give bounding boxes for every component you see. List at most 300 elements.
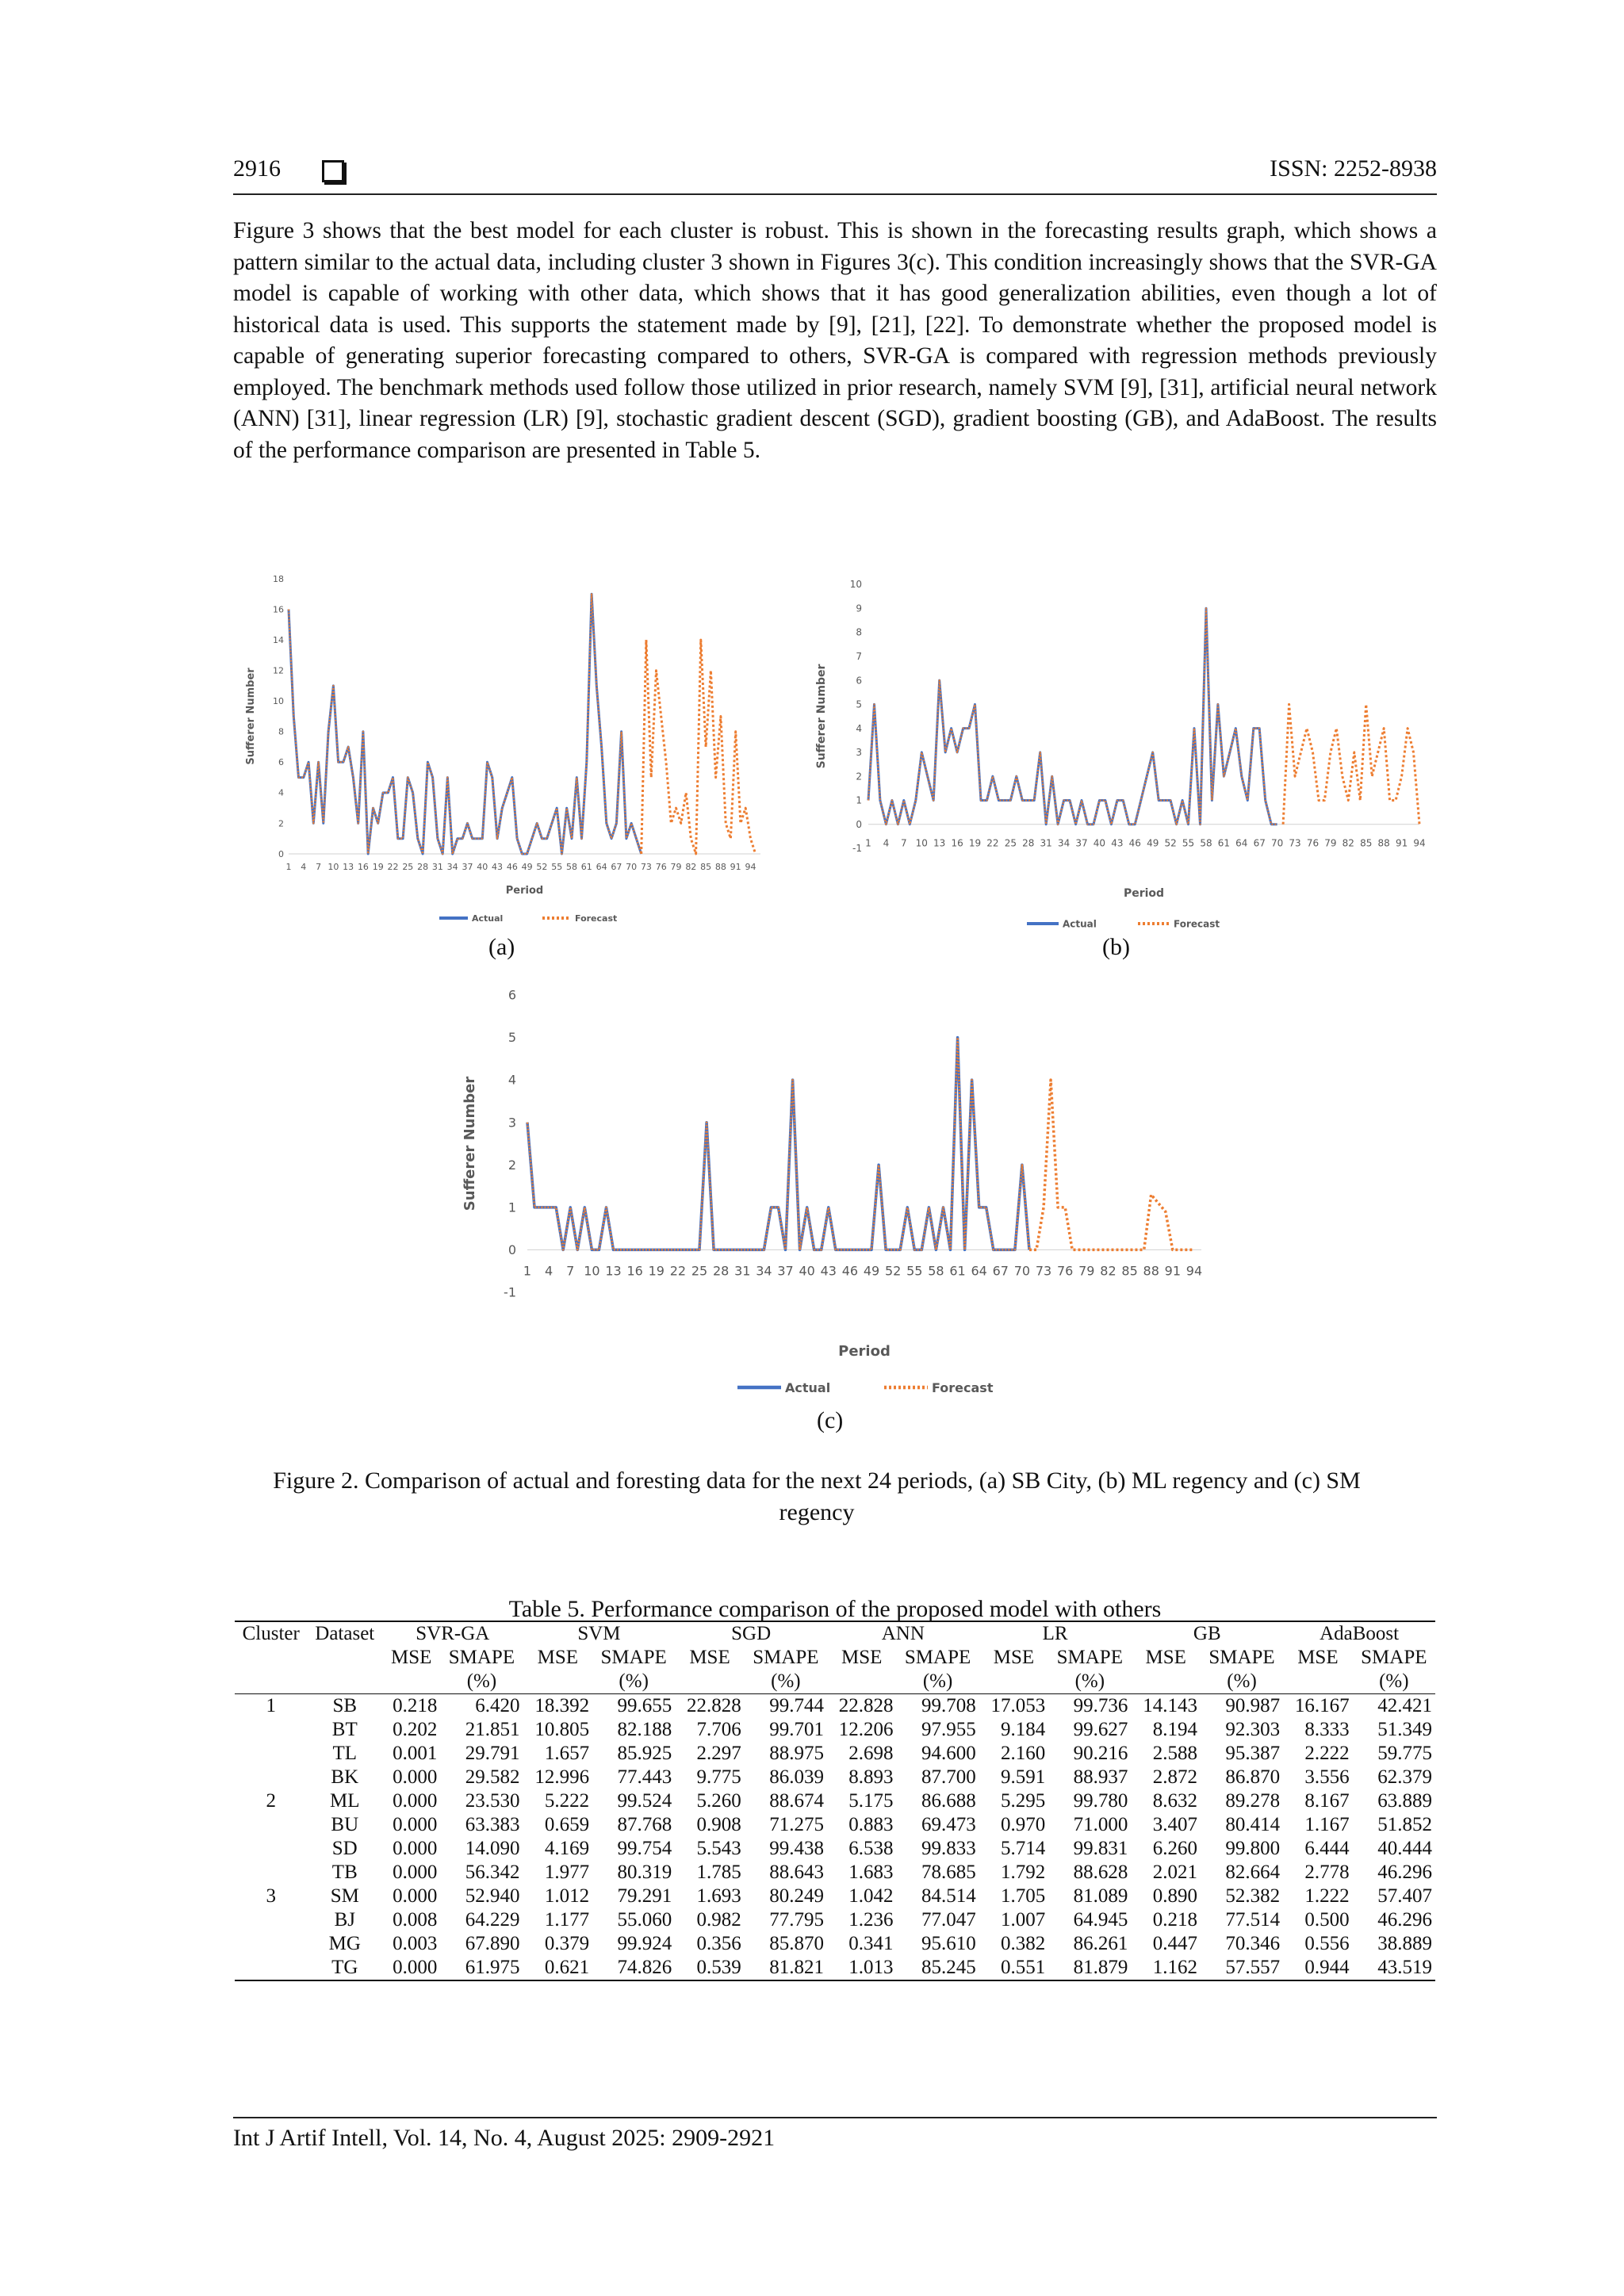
body-paragraph: Figure 3 shows that the best model for each cluster is robust. This is shown in the forecasting results graph, which shows a pattern similar to the actual data, including cluster 3 shown in Figures 3(c). This condition increasingly shows that the SVR-GA model is capable of working with other data, which shows that it has good generalization abilities, even though a lot of historical data is used. This supports the statement made by [9], [21], [22]. To demonstrate whether the proposed model is capable of generating superior forecasting compared to others, SVR-GA is compared with regression methods previously employed. The benchmark methods used follow those utilized in prior research, namely SVM [9], [31], artificial neural network (ANN) [31], linear regression (LR) [9], stochastic gradient descent (SGD), gradient boosting (GB), and AdaBoost. The results of the performance comparison are presented in Table 5. [233, 218, 1437, 463]
value-cell: 23.530 [465, 1790, 520, 1812]
value-cell: 0.982 [696, 1909, 741, 1931]
dataset-cell: SB [332, 1695, 358, 1716]
x-tick-label: 22 [387, 862, 399, 872]
value-cell: 52.382 [1225, 1885, 1281, 1907]
value-cell: 0.341 [848, 1933, 894, 1954]
value-cell: 90.216 [1073, 1743, 1128, 1764]
value-cell: 82.188 [617, 1719, 672, 1740]
x-tick-label: 76 [1306, 837, 1320, 849]
x-tick-label: 28 [1022, 837, 1035, 849]
value-cell: 5.175 [848, 1790, 894, 1812]
cluster-cell [235, 1718, 307, 1742]
dataset-cell: MG [328, 1933, 361, 1954]
value-cell: 5.295 [1000, 1790, 1046, 1812]
smape-header: SMAPE [1361, 1647, 1427, 1668]
value-cell: 95.387 [1225, 1743, 1281, 1764]
x-tick-label: 58 [1200, 837, 1212, 849]
y-tick-label: 4 [278, 787, 284, 798]
smape-header: SMAPE [753, 1647, 819, 1668]
value-cell: 71.275 [769, 1814, 824, 1835]
x-tick-label: 10 [327, 862, 339, 872]
value-cell: 0.883 [848, 1814, 894, 1835]
model-header: SVM [523, 1621, 676, 1646]
x-tick-label: 19 [968, 837, 982, 849]
mse-header: MSE [1145, 1647, 1186, 1668]
x-tick-label: 73 [1289, 837, 1301, 849]
x-tick-label: 91 [730, 862, 741, 872]
value-cell: 5.543 [696, 1838, 741, 1859]
value-cell: 0.003 [393, 1933, 438, 1954]
value-cell: 29.582 [465, 1766, 520, 1788]
x-tick-label: 85 [700, 862, 712, 872]
x-tick-label: 58 [566, 862, 577, 872]
value-cell: 0.000 [393, 1766, 438, 1788]
value-cell: 0.008 [393, 1909, 438, 1931]
y-tick-label: 6 [856, 675, 862, 687]
chart-panel-b [801, 567, 1435, 939]
blank-cell [307, 1670, 382, 1694]
value-cell: 64.229 [465, 1909, 520, 1931]
value-cell: 67.890 [465, 1933, 520, 1954]
x-tick-label: 52 [884, 1263, 902, 1279]
blank-cell [979, 1670, 1049, 1694]
value-cell: 86.688 [921, 1790, 976, 1812]
x-tick-label: 31 [734, 1263, 751, 1279]
table-row [235, 1908, 1435, 1932]
x-axis-title: Period [505, 885, 544, 897]
value-cell: 90.987 [1225, 1695, 1281, 1716]
value-cell: 80.414 [1225, 1814, 1281, 1835]
x-tick-label: 13 [343, 862, 354, 872]
y-tick-label: 16 [273, 604, 284, 615]
value-cell: 6.260 [1152, 1838, 1197, 1859]
value-cell: 87.700 [921, 1766, 976, 1788]
value-cell: 92.303 [1225, 1719, 1281, 1740]
x-tick-label: 37 [777, 1263, 794, 1279]
cluster-cell [235, 1813, 307, 1837]
chart-b-svg [801, 567, 1435, 939]
value-cell: 1.013 [827, 1956, 897, 1980]
table-row [235, 1718, 1435, 1742]
smape-header: SMAPE [904, 1647, 971, 1668]
value-cell: 5.714 [1000, 1838, 1046, 1859]
value-cell: 0.000 [393, 1790, 438, 1812]
y-tick-label: 2 [856, 771, 862, 783]
x-tick-label: 19 [372, 862, 384, 872]
value-cell: 22.828 [687, 1695, 741, 1716]
y-tick-label: 5 [508, 1030, 516, 1046]
table-row [235, 1861, 1435, 1885]
value-cell: 38.889 [1377, 1933, 1432, 1954]
value-cell: 1.693 [696, 1885, 741, 1907]
model-header: ANN [827, 1621, 979, 1646]
table-row [235, 1694, 1435, 1719]
x-tick-label: 79 [670, 862, 682, 872]
percent-unit: (%) [440, 1670, 523, 1694]
percent-unit: (%) [897, 1670, 979, 1694]
x-tick-label: 55 [551, 862, 563, 872]
x-tick-label: 4 [883, 837, 890, 849]
value-cell: 8.333 [1304, 1719, 1350, 1740]
y-tick-label: 10 [273, 696, 284, 707]
value-cell: 46.296 [1377, 1909, 1432, 1931]
value-cell: 77.795 [769, 1909, 824, 1931]
value-cell: 87.768 [617, 1814, 672, 1835]
value-cell: 99.736 [1073, 1695, 1128, 1716]
panel-label-c: (c) [817, 1407, 844, 1433]
x-tick-label: 43 [492, 862, 504, 872]
mse-header: MSE [1297, 1647, 1339, 1668]
dataset-cell: BU [331, 1814, 359, 1835]
x-tick-label: 82 [1342, 837, 1354, 849]
value-cell: 6.444 [1304, 1838, 1350, 1859]
cluster-cell [235, 1932, 307, 1956]
value-cell: 7.706 [696, 1719, 741, 1740]
value-cell: 56.342 [465, 1862, 520, 1883]
value-cell: 22.828 [838, 1695, 894, 1716]
checkbox-bullet-icon [322, 160, 344, 182]
model-header: SGD [675, 1621, 827, 1646]
page-header [233, 155, 1437, 195]
blank-cell [523, 1670, 593, 1694]
cluster-cell: 3 [266, 1885, 276, 1907]
performance-table [235, 1621, 1435, 1981]
x-tick-label: 55 [1182, 837, 1195, 849]
x-tick-label: 79 [1324, 837, 1337, 849]
y-tick-label: 4 [508, 1072, 516, 1088]
page-footer: Int J Artif Intell, Vol. 14, No. 4, August 2025: 2909-2921 [233, 2117, 1437, 2152]
value-cell: 99.655 [617, 1695, 672, 1716]
chart-panel-c [452, 983, 1213, 1403]
value-cell: 86.261 [1073, 1933, 1128, 1954]
cluster-cell [235, 1956, 307, 1980]
dataset-cell: BK [331, 1766, 359, 1788]
table-row [235, 1956, 1435, 1980]
value-cell: 29.791 [465, 1743, 520, 1764]
x-tick-label: 67 [992, 1263, 1009, 1279]
x-tick-label: 58 [928, 1263, 944, 1279]
x-tick-label: 25 [402, 862, 414, 872]
percent-unit: (%) [745, 1670, 827, 1694]
x-tick-label: 64 [1235, 837, 1248, 849]
forecast-series-line [1029, 1080, 1194, 1249]
y-tick-label: 0 [508, 1242, 516, 1258]
x-tick-label: 64 [971, 1263, 987, 1279]
blank-cell [827, 1670, 897, 1694]
y-tick-label: 7 [856, 651, 862, 663]
forecast-series-line [642, 640, 756, 854]
x-tick-label: 34 [756, 1263, 772, 1279]
table-row [235, 1742, 1435, 1766]
x-tick-label: 94 [1413, 837, 1426, 849]
value-cell: 63.383 [465, 1814, 520, 1835]
y-axis-title: Sufferer Number [245, 668, 257, 765]
value-cell: 10.805 [534, 1719, 590, 1740]
y-tick-label: 3 [508, 1115, 516, 1131]
percent-unit: (%) [1048, 1670, 1131, 1694]
forecast-series-line [1283, 704, 1419, 824]
x-axis-title: Period [1123, 887, 1165, 900]
legend-actual-label: Actual [785, 1380, 831, 1396]
value-cell: 71.000 [1073, 1814, 1128, 1835]
value-cell: 0.908 [696, 1814, 741, 1835]
blank-cell [307, 1646, 382, 1670]
x-tick-label: 76 [655, 862, 667, 872]
value-cell: 99.800 [1225, 1838, 1281, 1859]
value-cell: 1.977 [544, 1862, 590, 1883]
legend-forecast-label: Forecast [932, 1380, 994, 1396]
x-tick-label: 34 [446, 862, 458, 872]
x-tick-label: 1 [523, 1263, 532, 1279]
x-tick-label: 37 [1075, 837, 1088, 849]
value-cell: 77.047 [921, 1909, 976, 1931]
value-cell: 81.821 [745, 1956, 827, 1980]
dataset-cell: ML [330, 1790, 360, 1812]
x-tick-label: 1 [865, 837, 871, 849]
x-axis-title: Period [838, 1343, 891, 1360]
table-row [235, 1789, 1435, 1813]
percent-unit: (%) [1201, 1670, 1283, 1694]
y-tick-label: 6 [508, 987, 516, 1003]
y-tick-label: 4 [856, 722, 862, 734]
blank-cell [235, 1646, 307, 1670]
value-cell: 40.444 [1377, 1838, 1432, 1859]
value-cell: 2.588 [1152, 1743, 1197, 1764]
value-cell: 3.407 [1152, 1814, 1197, 1835]
value-cell: 95.610 [921, 1933, 976, 1954]
x-tick-label: 76 [1057, 1263, 1074, 1279]
y-tick-label: 18 [273, 573, 284, 584]
x-tick-label: 31 [431, 862, 443, 872]
value-cell: 0.621 [523, 1956, 593, 1980]
x-tick-label: 94 [745, 862, 756, 872]
value-cell: 97.955 [921, 1719, 976, 1740]
legend-forecast-label: Forecast [575, 913, 618, 924]
x-tick-label: 52 [1164, 837, 1177, 849]
x-tick-label: 88 [1377, 837, 1390, 849]
value-cell: 0.379 [544, 1933, 590, 1954]
col-cluster-header: Cluster [235, 1621, 307, 1646]
y-tick-label: 12 [273, 665, 284, 676]
col-dataset-header: Dataset [307, 1621, 382, 1646]
value-cell: 99.438 [769, 1838, 824, 1859]
legend-actual-label: Actual [1063, 918, 1097, 930]
value-cell: 99.708 [921, 1695, 976, 1716]
value-cell: 0.000 [393, 1885, 438, 1907]
mse-header: MSE [391, 1647, 432, 1668]
mse-header: MSE [993, 1647, 1035, 1668]
x-tick-label: 70 [1271, 837, 1284, 849]
percent-unit: (%) [592, 1670, 675, 1694]
y-tick-label: 0 [856, 818, 862, 830]
value-cell: 85.925 [617, 1743, 672, 1764]
x-tick-label: 43 [1111, 837, 1124, 849]
x-tick-label: 91 [1395, 837, 1408, 849]
value-cell: 88.643 [769, 1862, 824, 1883]
value-cell: 2.872 [1152, 1766, 1197, 1788]
value-cell: 17.053 [990, 1695, 1046, 1716]
x-tick-label: 43 [820, 1263, 837, 1279]
value-cell: 9.184 [1000, 1719, 1046, 1740]
percent-unit: (%) [1353, 1670, 1435, 1694]
value-cell: 57.557 [1201, 1956, 1283, 1980]
x-tick-label: 61 [1217, 837, 1231, 849]
x-tick-label: 55 [906, 1263, 923, 1279]
x-tick-label: 40 [1093, 837, 1106, 849]
dataset-cell: BT [331, 1719, 358, 1740]
value-cell: 1.792 [1000, 1862, 1046, 1883]
mse-header: MSE [537, 1647, 578, 1668]
value-cell: 12.206 [838, 1719, 894, 1740]
value-cell: 99.754 [617, 1838, 672, 1859]
value-cell: 59.775 [1377, 1743, 1432, 1764]
table-row [235, 1837, 1435, 1861]
value-cell: 2.021 [1152, 1862, 1197, 1883]
value-cell: 85.245 [897, 1956, 979, 1980]
value-cell: 94.600 [921, 1743, 976, 1764]
value-cell: 0.218 [1152, 1909, 1197, 1931]
x-tick-label: 73 [640, 862, 652, 872]
model-header: GB [1131, 1621, 1283, 1646]
value-cell: 2.297 [696, 1743, 741, 1764]
value-cell: 0.556 [1304, 1933, 1350, 1954]
y-tick-label: 8 [278, 726, 284, 737]
x-tick-label: 70 [626, 862, 638, 872]
panel-label-b: (b) [1102, 934, 1130, 960]
x-tick-label: 85 [1121, 1263, 1138, 1279]
mse-header: MSE [689, 1647, 730, 1668]
y-tick-label: 9 [856, 603, 862, 614]
value-cell: 2.778 [1304, 1862, 1350, 1883]
blank-cell [1131, 1670, 1201, 1694]
value-cell: 85.870 [769, 1933, 824, 1954]
x-tick-label: 19 [648, 1263, 665, 1279]
actual-series-line [868, 608, 1277, 824]
value-cell: 3.556 [1304, 1766, 1350, 1788]
table-row [235, 1766, 1435, 1789]
table-row [235, 1885, 1435, 1908]
cluster-cell [235, 1837, 307, 1861]
dataset-cell: SM [330, 1885, 359, 1907]
value-cell: 88.674 [769, 1790, 824, 1812]
x-tick-label: 16 [357, 862, 369, 872]
x-tick-label: 94 [1185, 1263, 1203, 1279]
value-cell: 0.944 [1283, 1956, 1353, 1980]
value-cell: 61.975 [440, 1956, 523, 1980]
value-cell: 99.744 [769, 1695, 824, 1716]
table-caption: Table 5. Performance comparison of the proposed model with others [508, 1596, 1162, 1622]
value-cell: 2.160 [1000, 1743, 1046, 1764]
x-tick-label: 40 [477, 862, 488, 872]
x-tick-label: 34 [1057, 837, 1071, 849]
x-tick-label: 46 [1128, 837, 1141, 849]
x-tick-label: 28 [712, 1263, 730, 1279]
value-cell: 81.089 [1073, 1885, 1128, 1907]
value-cell: 8.632 [1152, 1790, 1197, 1812]
smape-header: SMAPE [448, 1647, 515, 1668]
value-cell: 1.683 [848, 1862, 894, 1883]
value-cell: 86.870 [1225, 1766, 1281, 1788]
x-tick-label: 13 [933, 837, 946, 849]
value-cell: 5.222 [544, 1790, 590, 1812]
x-tick-label: 25 [691, 1263, 708, 1279]
blank-cell [675, 1670, 745, 1694]
x-tick-label: 79 [1078, 1263, 1095, 1279]
value-cell: 77.443 [617, 1766, 672, 1788]
x-tick-label: 73 [1035, 1263, 1052, 1279]
y-tick-label: 0 [278, 848, 284, 859]
value-cell: 0.659 [544, 1814, 590, 1835]
x-tick-label: 28 [417, 862, 429, 872]
x-tick-label: 67 [611, 862, 622, 872]
x-tick-label: 22 [669, 1263, 687, 1279]
value-cell: 79.291 [617, 1885, 672, 1907]
cluster-cell [235, 1742, 307, 1766]
value-cell: 0.551 [979, 1956, 1049, 1980]
dataset-cell: BJ [334, 1909, 355, 1931]
value-cell: 4.169 [544, 1838, 590, 1859]
value-cell: 0.000 [393, 1814, 438, 1835]
x-tick-label: 88 [714, 862, 726, 872]
value-cell: 42.421 [1377, 1695, 1432, 1716]
y-tick-label: 8 [856, 626, 862, 638]
value-cell: 86.039 [769, 1766, 824, 1788]
value-cell: 99.524 [617, 1790, 672, 1812]
value-cell: 1.222 [1304, 1885, 1350, 1907]
table-row [235, 1932, 1435, 1956]
value-cell: 8.194 [1152, 1719, 1197, 1740]
y-tick-label: 1 [856, 794, 862, 806]
value-cell: 51.852 [1377, 1814, 1432, 1835]
value-cell: 78.685 [921, 1862, 976, 1883]
value-cell: 99.833 [921, 1838, 976, 1859]
cluster-cell: 2 [266, 1790, 276, 1812]
value-cell: 0.000 [382, 1956, 440, 1980]
value-cell: 9.775 [696, 1766, 741, 1788]
y-tick-label: -1 [504, 1284, 516, 1300]
x-tick-label: 61 [949, 1263, 966, 1279]
x-tick-label: 31 [1040, 837, 1052, 849]
x-tick-label: 49 [521, 862, 533, 872]
value-cell: 1.705 [1000, 1885, 1046, 1907]
value-cell: 0.000 [393, 1862, 438, 1883]
value-cell: 12.996 [534, 1766, 590, 1788]
value-cell: 57.407 [1377, 1885, 1432, 1907]
x-tick-label: 85 [1360, 837, 1373, 849]
value-cell: 9.591 [1000, 1766, 1046, 1788]
value-cell: 63.889 [1377, 1790, 1432, 1812]
value-cell: 46.296 [1377, 1862, 1432, 1883]
value-cell: 1.007 [1000, 1909, 1046, 1931]
x-tick-label: 22 [986, 837, 999, 849]
x-tick-label: 49 [863, 1263, 880, 1279]
table-row [235, 1813, 1435, 1837]
y-tick-label: 6 [278, 757, 284, 768]
value-cell: 2.698 [848, 1743, 894, 1764]
dataset-cell: SD [331, 1838, 358, 1859]
value-cell: 16.167 [1294, 1695, 1350, 1716]
value-cell: 6.538 [848, 1838, 894, 1859]
fitted-series-line [527, 1038, 1029, 1250]
x-tick-label: 16 [951, 837, 963, 849]
x-tick-label: 16 [626, 1263, 643, 1279]
x-tick-label: 49 [1147, 837, 1159, 849]
value-cell: 5.260 [696, 1790, 741, 1812]
x-tick-label: 61 [580, 862, 592, 872]
value-cell: 1.042 [848, 1885, 894, 1907]
x-tick-label: 40 [799, 1263, 815, 1279]
cluster-cell [235, 1766, 307, 1789]
